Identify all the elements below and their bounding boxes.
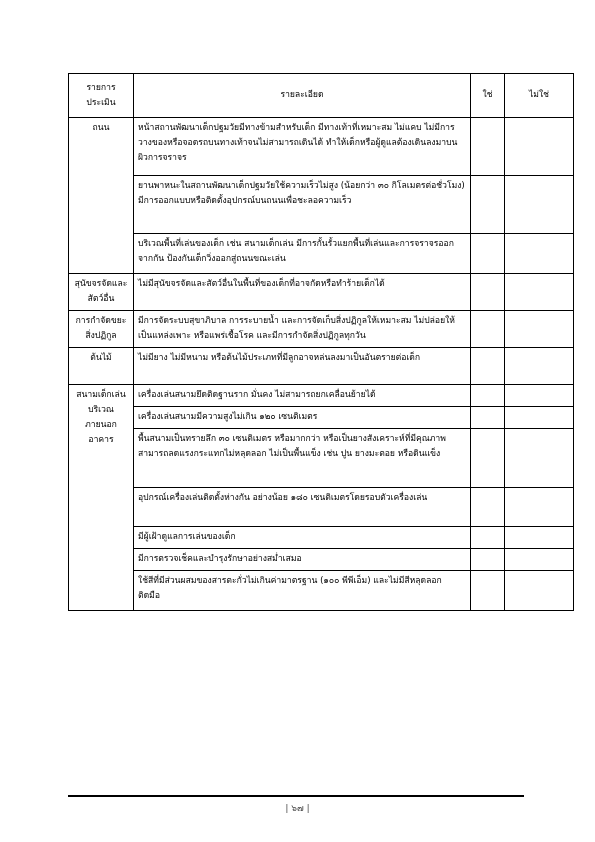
category-cell: ต้นไม้ (69, 348, 134, 385)
no-checkbox-cell[interactable] (505, 348, 574, 385)
no-checkbox-cell[interactable] (505, 429, 574, 488)
yes-checkbox-cell[interactable] (471, 429, 505, 488)
no-checkbox-cell[interactable] (505, 311, 574, 348)
yes-checkbox-cell[interactable] (471, 176, 505, 234)
category-cell: สุนัขจรจัดและสัตว์อื่น (69, 274, 134, 311)
no-checkbox-cell[interactable] (505, 234, 574, 274)
no-checkbox-cell[interactable] (505, 118, 574, 176)
checklist-row (69, 385, 574, 407)
checklist-row (69, 176, 574, 234)
header-yes: ใช่ (471, 74, 505, 118)
detail-cell: มีผู้เฝ้าดูแลการเล่นของเด็ก (134, 527, 471, 549)
checklist-row (69, 118, 574, 176)
checklist-row (69, 407, 574, 429)
no-checkbox-cell[interactable] (505, 407, 574, 429)
yes-checkbox-cell[interactable] (471, 571, 505, 611)
detail-cell: บริเวณพื้นที่เล่นของเด็ก เช่น สนามเด็กเล่น มีการกั้นรั้วแยกพื้นที่เล่นและการจราจรออกจากกัน ป้องกันเด็กวิ่งออกสู่ถนนขณะเล่น (134, 234, 471, 274)
table-header-row (69, 74, 574, 118)
detail-cell: พื้นสนามเป็นทรายลึก ๓๐ เซนติเมตร หรือมากกว่า หรือเป็นยางสังเคราะห์ที่มีคุณภาพสามารถลดแรงกระแทกไม่หลุดลอก ไม่เป็นพื้นแข็ง เช่น ปูน ยางมะตอย หรือดินแข็ง (134, 429, 471, 488)
no-checkbox-cell[interactable] (505, 274, 574, 311)
yes-checkbox-cell[interactable] (471, 549, 505, 571)
page-number: | ๖๗ | (285, 804, 310, 814)
checklist-row (69, 527, 574, 549)
checklist-row (69, 274, 574, 311)
detail-cell: ไม่มียาง ไม่มีหนาม หรือต้นไม้ประเภทที่มีลูกอาจหล่นลงมาเป็นอันตรายต่อเด็ก (134, 348, 471, 385)
checklist-row (69, 549, 574, 571)
yes-checkbox-cell[interactable] (471, 118, 505, 176)
yes-checkbox-cell[interactable] (471, 527, 505, 549)
checklist-row (69, 488, 574, 527)
detail-cell: หน้าสถานพัฒนาเด็กปฐมวัยมีทางข้ามสำหรับเด็ก มีทางเท้าที่เหมาะสม ไม่แคบ ไม่มีการวางของหรือจอดรถบนทางเท้าจนไม่สามารถเดินได้ ทำให้เด็กหรือผู้ดูแลต้องเดินลงมาบนผิวการจราจร (134, 118, 471, 176)
no-checkbox-cell[interactable] (505, 488, 574, 527)
detail-cell: ยานพาหนะในสถานพัฒนาเด็กปฐมวัยใช้ความเร็วไม่สูง (น้อยกว่า ๓๐ กิโลเมตรต่อชั่วโมง) มีการออกแบบหรือติดตั้งอุปกรณ์บนถนนเพื่อชะลอความเร็ว (134, 176, 471, 234)
checklist-row (69, 234, 574, 274)
checklist-body (69, 118, 574, 611)
checklist-table (68, 73, 574, 611)
yes-checkbox-cell[interactable] (471, 274, 505, 311)
detail-cell: เครื่องเล่นสนามมีความสูงไม่เกิน ๑๒๐ เซนติเมตร (134, 407, 471, 429)
yes-checkbox-cell[interactable] (471, 407, 505, 429)
yes-checkbox-cell[interactable] (471, 234, 505, 274)
no-checkbox-cell[interactable] (505, 571, 574, 611)
detail-cell: ไม่มีสุนัขจรจัดและสัตว์อื่นในพื้นที่ของเด็กที่อาจกัดหรือทำร้ายเด็กได้ (134, 274, 471, 311)
checklist-row (69, 348, 574, 385)
no-checkbox-cell[interactable] (505, 385, 574, 407)
header-detail: รายละเอียด (134, 74, 471, 118)
detail-cell: มีการจัดระบบสุขาภิบาล การระบายน้ำ และการจัดเก็บสิ่งปฏิกูลให้เหมาะสม ไม่ปล่อยให้เป็นแหล่งเพาะ หรือแพร่เชื้อโรค และมีการกำจัดสิ่งปฏิกูลทุกวัน (134, 311, 471, 348)
header-item: รายการประเมิน (69, 74, 134, 118)
checklist-row (69, 429, 574, 488)
yes-checkbox-cell[interactable] (471, 488, 505, 527)
no-checkbox-cell[interactable] (505, 176, 574, 234)
detail-cell: ใช้สีที่มีส่วนผสมของสารตะกั่วไม่เกินค่ามาตรฐาน (๑๐๐ พีพีเอ็ม) และไม่มีสีหลุดลอก ติดมือ (134, 571, 471, 611)
yes-checkbox-cell[interactable] (471, 348, 505, 385)
checklist-row (69, 571, 574, 611)
detail-cell: อุปกรณ์เครื่องเล่นติดตั้งห่างกัน อย่างน้อย ๑๘๐ เซนติเมตรโดยรอบตัวเครื่องเล่น (134, 488, 471, 527)
category-cell: ถนน (69, 118, 134, 274)
no-checkbox-cell[interactable] (505, 549, 574, 571)
header-no: ไม่ใช่ (505, 74, 574, 118)
yes-checkbox-cell[interactable] (471, 385, 505, 407)
detail-cell: มีการตรวจเช็คและบำรุงรักษาอย่างสม่ำเสมอ (134, 549, 471, 571)
category-cell: สนามเด็กเล่น บริเวณภายนอกอาคาร (69, 385, 134, 611)
no-checkbox-cell[interactable] (505, 527, 574, 549)
yes-checkbox-cell[interactable] (471, 311, 505, 348)
category-cell: การกำจัดขยะสิ่งปฏิกูล (69, 311, 134, 348)
detail-cell: เครื่องเล่นสนามยึดติดฐานราก มั่นคง ไม่สามารถยกเคลื่อนย้ายได้ (134, 385, 471, 407)
footer-rule (68, 795, 524, 797)
checklist-row (69, 311, 574, 348)
